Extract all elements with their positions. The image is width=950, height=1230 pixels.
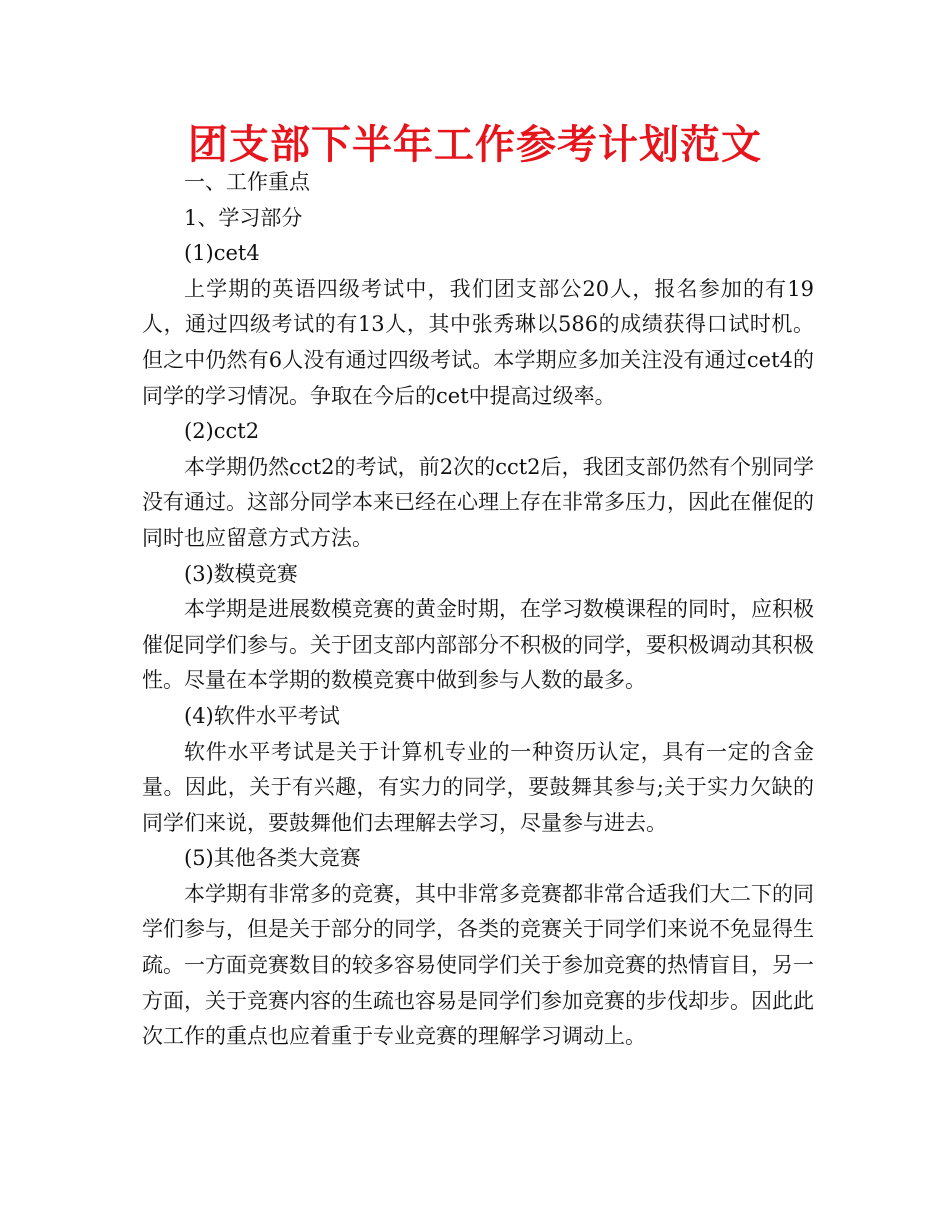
document-body <box>142 165 814 1055</box>
item-heading-other-competitions: (5)其他各类大竞赛 <box>184 846 361 871</box>
paragraph-cet4: 上学期的英语四级考试中，我们团支部公20人，报名参加的有19人，通过四级考试的有13人，其中张秀琳以586的成绩获得口试时机。但之中仍然有6人没有通过四级考试。本学期应多加关注没有通过cet4的同学的学习情况。争取在今后的cet中提高过级率。 <box>142 276 814 408</box>
section-heading-work-focus: 一、工作重点 <box>184 170 310 194</box>
paragraph-other-competitions: 本学期有非常多的竞赛，其中非常多竞赛都非常合适我们大二下的同学们参与，但是关于部分的同学，各类的竞赛关于同学们来说不免显得生疏。一方面竞赛数目的较多容易使同学们关于参加竞赛的热情盲目，另一方面，关于竞赛内容的生疏也容易是同学们参加竞赛的步伐却步。因此此次工作的重点也应着重于专业竞赛的理解学习调动上。 <box>142 881 814 1049</box>
paragraph-software-exam: 软件水平考试是关于计算机专业的一种资历认定，具有一定的含金量。因此，关于有兴趣，有实力的同学，要鼓舞其参与;关于实力欠缺的同学们来说，要鼓舞他们去理解去学习，尽量参与进去。 <box>142 739 814 835</box>
item-heading-math-modeling: (3)数模竞赛 <box>184 561 298 586</box>
item-heading-cet4: (1)cet4 <box>184 241 260 266</box>
document-title: 团支部下半年工作参考计划范文 <box>188 122 762 168</box>
item-heading-software-exam: (4)软件水平考试 <box>184 703 340 728</box>
subsection-heading-study: 1、学习部分 <box>184 205 303 230</box>
item-heading-cct2: (2)cct2 <box>184 419 260 444</box>
paragraph-math-modeling: 本学期是进展数模竞赛的黄金时期，在学习数模课程的同时，应积极催促同学们参与。关于团支部内部部分不积极的同学，要积极调动其积极性。尽量在本学期的数模竞赛中做到参与人数的最多。 <box>142 597 814 693</box>
paragraph-cct2: 本学期仍然cct2的考试，前2次的cct2后，我团支部仍然有个别同学没有通过。这部分同学本来已经在心理上存在非常多压力，因此在催促的同时也应留意方式方法。 <box>142 454 814 550</box>
